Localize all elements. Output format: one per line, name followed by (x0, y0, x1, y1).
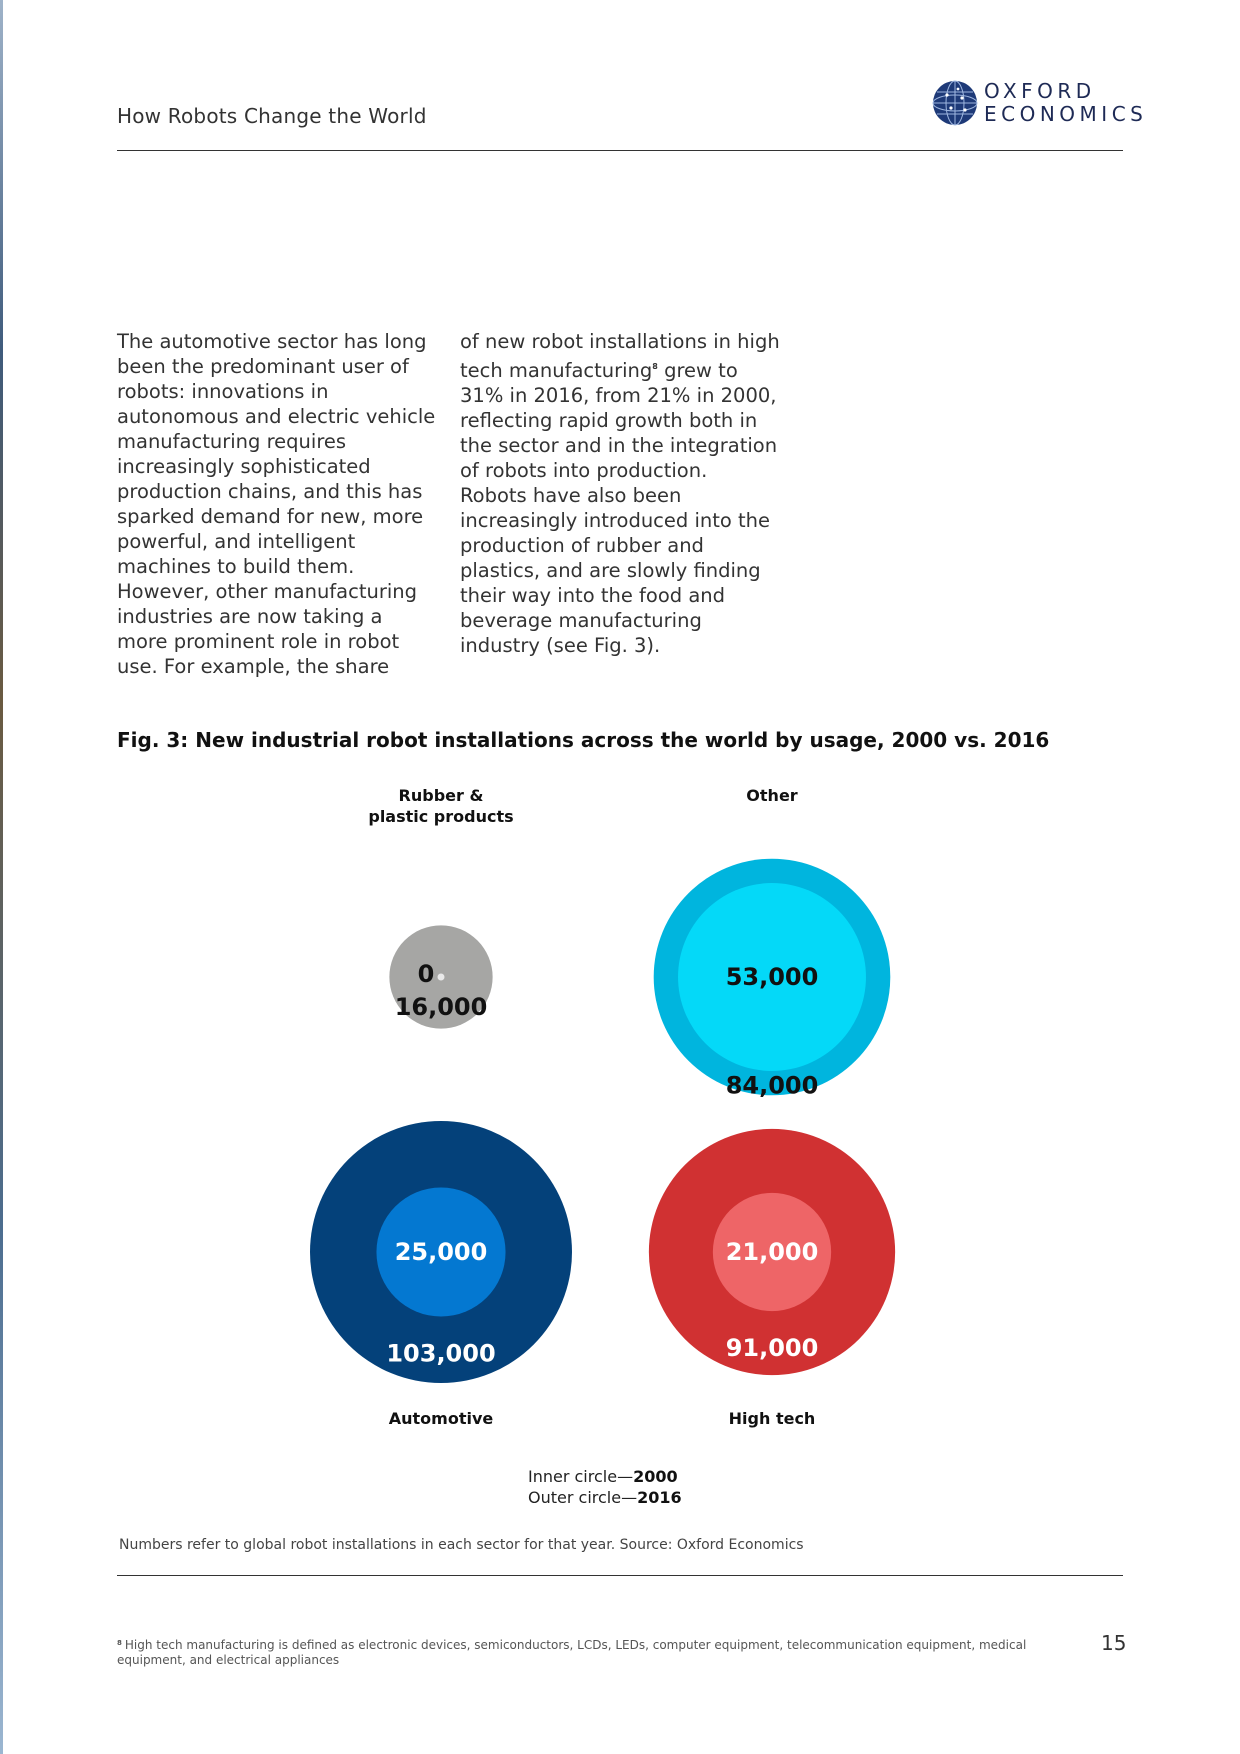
legend-inner-label: Inner circle— (528, 1467, 634, 1486)
rubber-plastic-products-category-label: plastic products (368, 807, 514, 826)
footnote-ref-8: 8 (652, 362, 658, 371)
high-tech-category-label: High tech (728, 1409, 816, 1428)
footnote-text: High tech manufacturing is defined as electronic devices, semiconductors, LCDs, LEDs, computer equipment, telecommunication equipment, medical equipment, and electrical appliances (117, 1638, 1027, 1667)
page-number: 15 (1101, 1631, 1127, 1655)
legend-outer-label: Outer circle— (528, 1488, 638, 1507)
figure-source-note: Numbers refer to global robot installations in each sector for that year. Source: Oxford Economics (119, 1537, 804, 1553)
logo-line-1: OXFORD (984, 79, 1096, 103)
automotive-value-2000: 25,000 (394, 1238, 488, 1266)
rubber-plastic-products-inner-circle-2000 (438, 974, 445, 981)
legend-inner (528, 1466, 682, 1487)
body-column-2-text-a: of new robot installations in high tech manufacturing (460, 330, 780, 382)
other-category-label: Other (746, 786, 798, 805)
other-value-2016: 84,000 (725, 1071, 819, 1100)
legend-outer-year: 2016 (637, 1488, 682, 1507)
legend-outer (528, 1487, 682, 1508)
rubber-plastic-products-value-2000: 0 (417, 960, 435, 988)
chart-legend (528, 1466, 682, 1508)
figure-title: Fig. 3: New industrial robot installations across the world by usage, 2000 vs. 2016 (117, 728, 1050, 752)
other-value-2000: 53,000 (725, 963, 819, 991)
footnote-number: 8 (117, 1639, 122, 1647)
automotive-value-2016: 103,000 (386, 1339, 496, 1368)
high-tech-value-2000: 21,000 (725, 1238, 819, 1266)
legend-inner-year: 2000 (633, 1467, 678, 1486)
running-title: How Robots Change the World (117, 104, 427, 128)
body-column-1: The automotive sector has long been the predominant user of robots: innovations in autonomous and electric vehicle manufacturing requires increasingly sophisticated production chains, and this has sparked demand for new, more powerful, and intelligent machines to build them. However, other manufacturing industries are now taking a more prominent role in robot use. For example, the share (117, 330, 436, 678)
high-tech-value-2016: 91,000 (725, 1334, 819, 1363)
rubber-plastic-products-value-2016: 16,000 (394, 993, 488, 1021)
rubber-plastic-products-category-label: Rubber & (398, 786, 484, 805)
footnote (117, 1636, 1067, 1668)
logo-line-2: ECONOMICS (984, 102, 1148, 126)
footer-rule (117, 1575, 1123, 1576)
body-column-2-text-b: grew to 31% in 2016, from 21% in 2000, reflecting rapid growth both in the sector and in the integration of robots into production. Robots have also been increasingly introduced into the production of rubber and plastics, and are slowly finding their way into the food and beverage manufacturing industry (see Fig. 3). (460, 359, 778, 657)
automotive-category-label: Automotive (388, 1409, 494, 1428)
